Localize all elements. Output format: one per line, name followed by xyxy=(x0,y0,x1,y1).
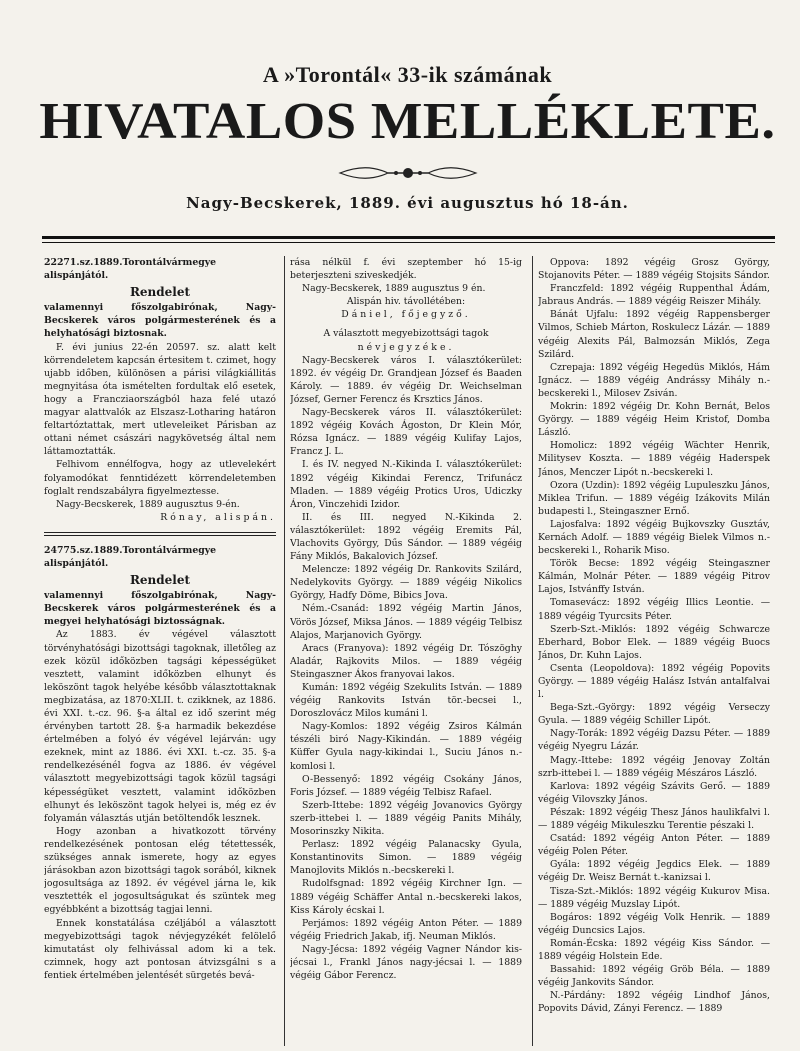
notice-addressee: valamennyi főszolgabirónak, Nagy-Becskerek város polgármesterének és a megyei helyhatósági biztosságnak. xyxy=(44,590,276,628)
supertitle: A »Torontál« 33-ik számának xyxy=(262,62,553,87)
list-entry: Tisza-Szt.-Miklós: 1892 végéig Kukurov Misa. — 1889 végéig Muzslay Lipót. xyxy=(538,885,770,910)
list-entry: I. és IV. negyed N.-Kikinda I. választókerület: 1892 végéig Kikindai Ferencz, Trifunácz Mladen. — 1889 végéig Protics Uros, Udiczky Áron, Vinczehidi Izidor. xyxy=(290,459,522,510)
list-entry: O-Bessenyő: 1892 végéig Csokány János, Foris József. — 1889 végéig Telbisz Rafael. xyxy=(290,773,522,798)
list-entry: Lajosfalva: 1892 végéig Bujkovszky Gusztáv, Kernách Adolf. — 1889 végéig Bielek Vilmos n.-becskereki l., Roharik Miso. xyxy=(538,518,770,557)
list-entry: Szerb-Szt.-Miklós: 1892 végéig Schwarcze Eberhard, Bobor Elek. — 1889 végéig Buocs János, Dr. Kuhn Lajos. xyxy=(538,623,770,661)
list-entry: Czrepaja: 1892 végéig Hegedüs Miklós, Hám Ignácz. — 1889 végéig Andrássy Mihály n.-becskereki l., Milosev Zsiván. xyxy=(538,361,770,399)
masthead xyxy=(40,56,775,212)
list-entry: Bega-Szt.-György: 1892 végéig Verseczy Gyula. — 1889 végéig Schiller Lipót. xyxy=(538,702,770,727)
place-date: Nagy-Becskerek, 1889 augusztus 9 én. xyxy=(302,283,486,295)
notice-heading: Rendelet xyxy=(129,573,191,588)
list-entry: Szerb-Ittebe: 1892 végéig Jovanovics György szerb-ittebei l. — 1889 végéig Panits Mihály, Mosorinszky Nikita. xyxy=(290,799,522,838)
list-entry: Nagy-Komlos: 1892 végéig Zsiros Kálmán tészéli biró Nagy-Kikindán. — 1889 végéig Küffer Gyula nagy-kikindai l., Suciu János n.-komlosi l. xyxy=(290,721,522,772)
list-entry: Kumán: 1892 végéig Szekulits István. — 1889 végéig Rankovits István tör.-becsei l., Doroszlovácz Milos kumáni l. xyxy=(290,682,522,720)
header-rule-thin xyxy=(42,242,775,243)
paragraph: Ennek konstatálása czéljából a választott megyebizottsági tagok névjegyzékét felölelő kimutatást oly felhivással adom ki a tek. czimnek, hogy azt pontosan átvizsgálni s a fentiek értelmében jelentését sürgetés bevá- xyxy=(44,917,276,981)
list-entry: Nagy-Becskerek város II. választókerület: 1892 végéig Kovách Ágoston, Dr Klein Mór, Rózsa Ignácz. — 1889 végéig Kulifay Lajos, Francz J. L. xyxy=(290,407,522,458)
list-entry: Mokrin: 1892 végéig Dr. Kohn Bernát, Belos György. — 1889 végéig Heim Kristof, Domba László. xyxy=(538,401,770,439)
list-entry: Magy.-Ittebe: 1892 végéig Jenovay Zoltán szrb-ittebei l. — 1889 végéig Mészáros László. xyxy=(538,754,770,779)
list-entry: Csatád: 1892 végéig Anton Péter. — 1889 végéig Polen Péter. xyxy=(538,833,770,858)
list-entry: Nagy-Torák: 1892 végéig Dazsu Péter. — 1889 végéig Nyegru Lázár. xyxy=(538,728,770,753)
list-entry: Bogáros: 1892 végéig Volk Henrik. — 1889 végéig Duncsics Lajos. xyxy=(538,911,770,936)
list-entry: Perjámos: 1892 végéig Anton Péter. — 1889 végéig Friedrich Jakab, ifj. Neuman Miklós. xyxy=(290,917,522,942)
member-list xyxy=(290,354,522,983)
paragraph: Az 1883. év végével választott törvényhatósági bizottsági tagoknak, illetőleg az ezek közül időközben tagsági képességüket vesztett, valamint időközben elhunyt és leköszönt tagok helyébe később választottaknak megbizatása, az 1870:XLII. t. czikknek, az 1886. évi XXI. t.-cz. 96. §-a által ez idő szerint még érvényben tartott 28. §-a harmadik bekezdése értelmében a folyó év végével lejárván: ugy ezeknek, mint az 1886. évi XXI. t.-cz. 35. §-a rendelkezésénél fogva az 1886. év végével választott megyebizottsági tagok közül tagsági képességüket vesztett, valamint időközben elhunyt és leköszönt tagok helyei is, még ez év folyamán választás utján betöltendők lesznek. xyxy=(44,629,276,824)
place-date: Nagy-Becskerek, 1889 augusztus 9-én. xyxy=(56,498,240,510)
list-entry: Román-Écska: 1892 végéig Kiss Sándor. — 1889 végéig Holstein Ede. xyxy=(538,937,770,962)
column-1 xyxy=(44,256,276,1046)
list-entry: Ozora (Uzdin): 1892 végéig Lupuleszku János, Miklea Trifun. — 1889 végéig Izákovits Milán budapesti l., Steingaszner Ernő. xyxy=(538,479,770,517)
dateline: Nagy-Becskerek, 1889. évi augusztus hó 18-án. xyxy=(186,194,629,212)
paragraph: Felhivom ennélfogva, hogy az utlevelekért folyamodókat fenntidézett körrendeletemben foglalt rendszabályra figyelmeztesse. xyxy=(44,459,276,497)
column-3 xyxy=(538,256,770,1046)
list-entry: Ném.-Csanád: 1892 végéig Martin János, Vörös József, Miksa János. — 1889 végéig Telbisz Alajos, Marjanovich György. xyxy=(290,603,522,641)
list-entry: Török Becse: 1892 végéig Steingaszner Kálmán, Molnár Péter. — 1889 végéig Pitrov Lajos, Istvánffy István. xyxy=(538,558,770,596)
signature: Rónay, alispán. xyxy=(160,511,276,523)
list-entry: Nagy-Jécsa: 1892 végéig Vagner Nándor kis-jécsai l., Frankl János nagy-jécsai l. — 1889 végéig Gábor Ferencz. xyxy=(290,943,522,982)
list-entry: Bánát Ujfalu: 1892 végéig Rappensberger Vilmos, Schieb Márton, Roskulecz Lázár. — 1889 végéig Alexits Pál, Balmozsán Miklós, Zega Szilárd. xyxy=(538,309,770,360)
list-entry: N.-Párdány: 1892 végéig Lindhof János, Popovits Dávid, Zányi Ferencz. — 1889 xyxy=(538,990,770,1015)
list-title: A választott megyebizottsági tagok xyxy=(323,328,489,340)
list-entry: Pészak: 1892 végéig Thesz János haulikfalvi l. — 1889 végéig Mikuleszku Terentie pészaki l. xyxy=(538,806,770,832)
paragraph: rása nélkül f. évi szeptember hó 15-ig beterjeszteni sziveskedjék. xyxy=(290,257,522,282)
list-entry: Homolicz: 1892 végéig Wächter Henrik, Militysev Koszta. — 1889 végéig Haderspek János, Menczer Lipót n.-becskereki l. xyxy=(538,440,770,478)
signature: Dániel, főjegyző. xyxy=(341,309,471,321)
list-entry: Franczfeld: 1892 végéig Ruppenthal Ádám, Jabraus András. — 1889 végéig Reiszer Mihály. xyxy=(538,283,770,308)
main-title: HIVATALOS MELLÉKLETE. xyxy=(39,93,776,150)
list-entry: Oppova: 1892 végéig Grosz György, Stojanovits Péter. — 1889 végéig Stojsits Sándor. xyxy=(538,257,770,282)
list-entry: Perlasz: 1892 végéig Palanacsky Gyula, Konstantinovits Simon. — 1889 végéig Manojlovits Miklós n.-becskereki l. xyxy=(290,839,522,877)
column-2 xyxy=(290,256,522,1046)
list-entry: Tomasevácz: 1892 végéig Illics Leontie. — 1889 végéig Tyurcsits Péter. xyxy=(538,597,770,622)
notice-ref: 24775.sz.1889.Torontálvármegye alispánjától. xyxy=(44,544,217,569)
member-list xyxy=(538,256,770,1015)
notice-heading: Rendelet xyxy=(129,285,191,300)
list-entry: Gyála: 1892 végéig Jegdics Elek. — 1889 végéig Dr. Weisz Bernát t.-kanizsai l. xyxy=(538,859,770,884)
columns xyxy=(44,256,779,1046)
list-entry: Aracs (Franyova): 1892 végéig Dr. Tószöghy Aladár, Rajkovits Milos. — 1889 végéig Steingaszner Ákos franyovai lakos. xyxy=(290,642,522,680)
notice-ref: 22271.sz.1889.Torontálvármegye alispánjától. xyxy=(44,257,217,282)
signature-line: Alispán hiv. távollétében: xyxy=(346,296,466,308)
paragraph: Hogy azonban a hivatkozott törvény rendelkezésének pontosan elég tétettessék, szükséges annak ismerete, hogy az egyes járásokban azon bizottsági tagok sorából, kiknek jogosultsága az 1892. év végével járna le, kik vesztették el jogosultságukat és szüntek meg egyébbként a bizottság tagjai lenni. xyxy=(44,825,276,916)
header-rule-thick xyxy=(42,236,775,239)
ornament-icon xyxy=(338,164,478,182)
section-divider xyxy=(44,532,276,536)
list-entry: Bassahid: 1892 végéig Gröb Béla. — 1889 végéig Jankovits Sándor. xyxy=(538,964,770,989)
list-entry: Rudolfsgnad: 1892 végéig Kirchner Ign. — 1889 végéig Schäffer Antal n.-becskereki lakos, Kiss Károly écskai l. xyxy=(290,878,522,916)
list-entry: II. és III. negyed N.-Kikinda 2. választókerület: 1892 végéig Eremits Pál, Vlachovits György, Dűs Sándor. — 1889 végéig Fány Miklós, Bakalovich József. xyxy=(290,511,522,563)
notice-addressee: valamennyi főszolgabirónak, Nagy-Becskerek város polgármesterének és a helyhatósági biztosnak. xyxy=(44,302,276,340)
list-entry: Karlova: 1892 végéig Szávits Gerő. — 1889 végéig Vilovszky János. xyxy=(538,780,770,805)
paragraph: F. évi junius 22-én 20597. sz. alatt kelt körrendeletem kapcsán értesitem t. czimet, hogy ujabb időben, különösen a párisi világkiállitás megnyitása óta ismételten fordultak elő esetek, hogy a Francziaországból haza felé utazó magyar alattvalók az Elszasz-Lotharing határon feltartóztattak, mert utleveleiket Párisban az ottani német császári nagykövetség által nem láttamoztatták. xyxy=(44,341,276,458)
list-entry: Nagy-Becskerek város I. választókerület: 1892. év végéig Dr. Grandjean József és Baaden Károly. — 1889. év végéig Dr. Weichselman József, Gerner Ferencz és Krsztics János. xyxy=(290,354,522,405)
list-entry: Melencze: 1892 végéig Dr. Rankovits Szilárd, Nedelykovits György. — 1889 végéig Nikolics György, Hadfy Döme, Bibics Jova. xyxy=(290,564,522,602)
list-subtitle: névjegyzéke. xyxy=(357,341,455,353)
list-entry: Csenta (Leopoldova): 1892 végéig Popovits György. — 1889 végéig Halász István antalfalvai l. xyxy=(538,662,770,701)
